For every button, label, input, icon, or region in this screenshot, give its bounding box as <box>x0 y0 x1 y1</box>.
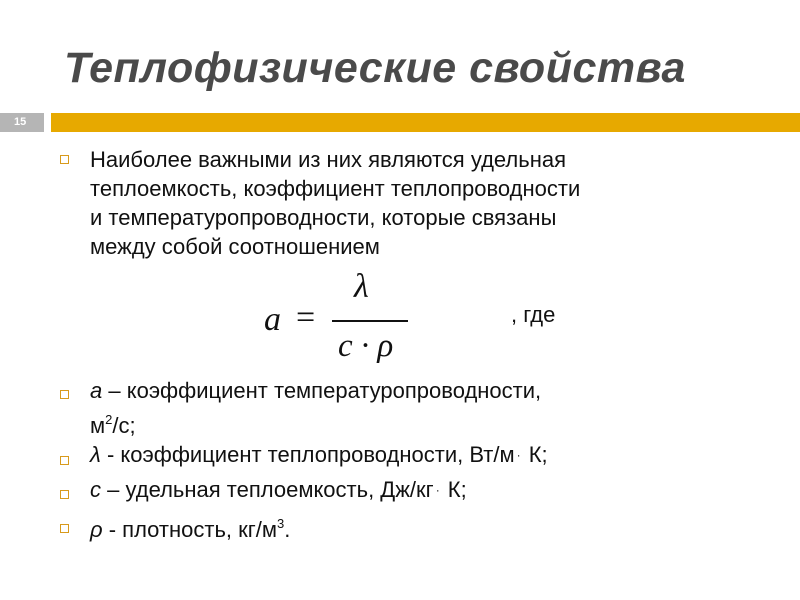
definition-unit-rest: К; <box>441 477 467 502</box>
intro-line: и температуропроводности, которые связаны <box>90 205 557 230</box>
definition-symbol: ρ <box>90 517 103 542</box>
bullet-icon <box>60 390 69 399</box>
bullet-icon <box>60 456 69 465</box>
definition-text: - коэффициент теплопроводности, Вт/м <box>100 442 515 467</box>
formula-denominator: c · ρ <box>338 328 394 364</box>
slide-title: Теплофизические свойства <box>64 44 686 92</box>
intro-line: теплоемкость, коэффициент теплопроводности <box>90 176 581 201</box>
accent-bar <box>51 113 800 132</box>
definition-item-continued <box>90 405 136 440</box>
definition-text: - плотность, кг/м <box>102 517 278 542</box>
definition-item <box>90 509 290 544</box>
slide-number: 15 <box>14 116 27 128</box>
definition-item <box>90 475 467 505</box>
intro-paragraph <box>90 145 770 261</box>
formula-numerator: λ <box>354 268 369 305</box>
definition-unit: м <box>90 413 106 438</box>
intro-line: между собой соотношением <box>90 234 380 259</box>
slide-number-bar <box>0 113 44 132</box>
bullet-icon <box>60 155 69 164</box>
definition-text: – удельная теплоемкость, Дж/кг <box>101 477 434 502</box>
unit-exponent: 2 <box>105 412 113 427</box>
formula-equals: = <box>296 299 316 336</box>
definition-unit-rest: К; <box>522 442 548 467</box>
definition-item <box>90 440 548 470</box>
definition-text: – коэффициент температуропроводности, <box>102 378 542 403</box>
multiply-dot: · <box>435 483 440 497</box>
definition-symbol: λ <box>90 442 101 467</box>
intro-line: Наиболее важными из них являются удельная <box>90 147 567 172</box>
multiply-dot: · <box>516 448 521 462</box>
definition-unit-rest: /с; <box>112 413 136 438</box>
formula-lhs: a <box>264 301 281 338</box>
bullet-icon <box>60 524 69 533</box>
definition-item <box>90 376 541 405</box>
fraction-bar <box>332 320 408 322</box>
unit-exponent: 3 <box>277 516 285 531</box>
definition-symbol: a <box>90 378 103 403</box>
definition-symbol: с <box>90 477 101 502</box>
where-text: , где <box>511 302 556 327</box>
formula <box>258 268 428 373</box>
bullet-icon <box>60 490 69 499</box>
definition-unit-rest: . <box>284 517 291 542</box>
